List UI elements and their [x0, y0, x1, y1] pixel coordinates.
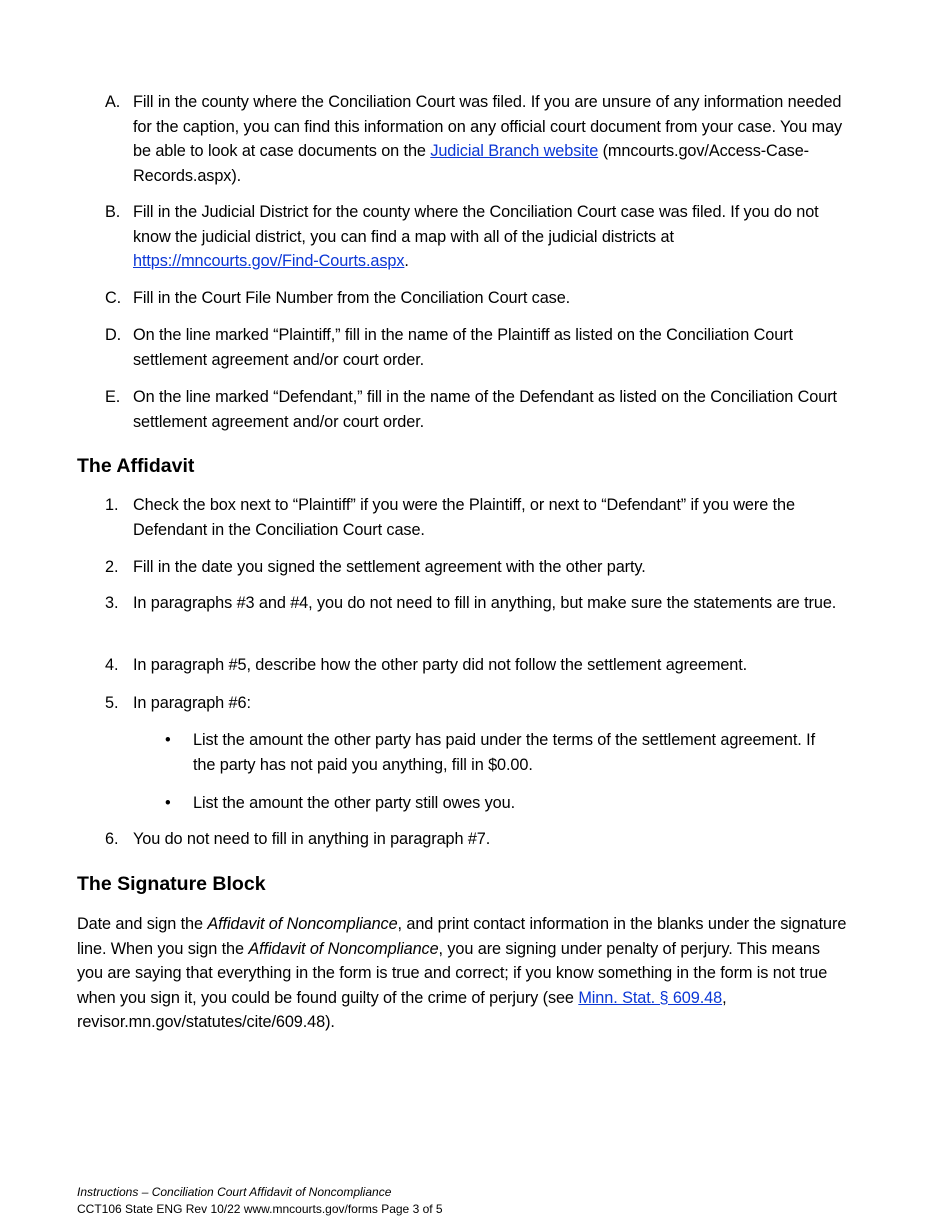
item-marker: 5.	[105, 694, 119, 712]
item-marker: C.	[105, 289, 122, 307]
item-marker: D.	[105, 326, 122, 344]
item-marker: A.	[105, 93, 121, 111]
signature-paragraph: Date and sign the Affidavit of Noncompliance, and print contact information in the blanks under the signature line. When you sign the Affidavit of Noncompliance, you are signing under penalty of perjury. This means you are saying that everything in the form is true and correct; if you know something in the form is not true when you sign it, you could be found guilty of the crime of perjury (see Minn. Stat. § 609.48, revisor.mn.gov/statutes/cite/609.48).	[77, 915, 847, 1031]
item-text: Fill in the Judicial District for the county where the Conciliation Court case was filed. If you do not know the judicial district, you can find a map with all of the judicial districts at https://mncourts.gov/Find-Courts.aspx.	[133, 203, 819, 270]
item-text: Fill in the Court File Number from the Conciliation Court case.	[133, 289, 571, 307]
item-marker: 3.	[105, 594, 119, 612]
footer-revision: Rev 10/22	[185, 1202, 241, 1216]
item-marker: 6.	[105, 830, 119, 848]
footer-scope: State	[125, 1202, 154, 1216]
affidavit-heading: The Affidavit	[77, 455, 195, 477]
find-courts-link[interactable]: https://mncourts.gov/Find-Courts.aspx	[133, 252, 405, 270]
item-text: In paragraphs #3 and #4, you do not need to fill in anything, but make sure the statements are true.	[133, 594, 837, 612]
item-text: You do not need to fill in anything in paragraph #7.	[133, 830, 491, 848]
item-text: On the line marked “Defendant,” fill in the name of the Defendant as listed on the Conciliation Court settlement agreement and/or court order.	[133, 388, 837, 431]
bullet-icon: •	[165, 794, 171, 812]
item-text: Check the box next to “Plaintiff” if you were the Plaintiff, or next to “Defendant” if you were the Defendant in the Conciliation Court case.	[133, 496, 795, 539]
item-marker: 1.	[105, 496, 119, 514]
item-text: In paragraph #6:	[133, 694, 251, 712]
item-marker: B.	[105, 203, 121, 221]
item-text: In paragraph #5, describe how the other party did not follow the settlement agreement.	[133, 656, 748, 674]
item-text: On the line marked “Plaintiff,” fill in the name of the Plaintiff as listed on the Conciliation Court settlement agreement and/or court order.	[133, 326, 793, 369]
item-marker: E.	[105, 388, 121, 406]
footer-title: Instructions – Conciliation Court Affidavit of Noncompliance	[77, 1185, 392, 1199]
bullet-text: List the amount the other party has paid under the terms of the settlement agreement. If the party has not paid you anything, fill in $0.00.	[193, 731, 816, 774]
item-text: Fill in the date you signed the settlement agreement with the other party.	[133, 558, 646, 576]
item-text: Fill in the county where the Conciliation Court was filed. If you are unsure of any information needed for the caption, you can find this information on any official court document from your case. You may be able to look at case documents on the Judicial Branch website (mncourts.gov/Access-Case-Records.aspx).	[133, 93, 843, 185]
footer	[77, 1185, 391, 1200]
item-marker: 4.	[105, 656, 119, 674]
footer-form-number: CCT106	[77, 1202, 122, 1216]
judicial-branch-link[interactable]: Judicial Branch website	[430, 142, 599, 160]
bullet-icon: •	[165, 731, 171, 749]
signature-heading: The Signature Block	[77, 873, 266, 895]
footer-page-number: Page 3 of 5	[381, 1202, 443, 1216]
minn-stat-link[interactable]: Minn. Stat. § 609.48	[578, 988, 723, 1007]
item-marker: 2.	[105, 558, 119, 576]
footer-meta-row	[77, 1202, 857, 1217]
footer-url: www.mncourts.gov/forms	[243, 1202, 378, 1216]
bullet-text: List the amount the other party still owes you.	[193, 794, 515, 812]
footer-language: ENG	[156, 1202, 183, 1216]
